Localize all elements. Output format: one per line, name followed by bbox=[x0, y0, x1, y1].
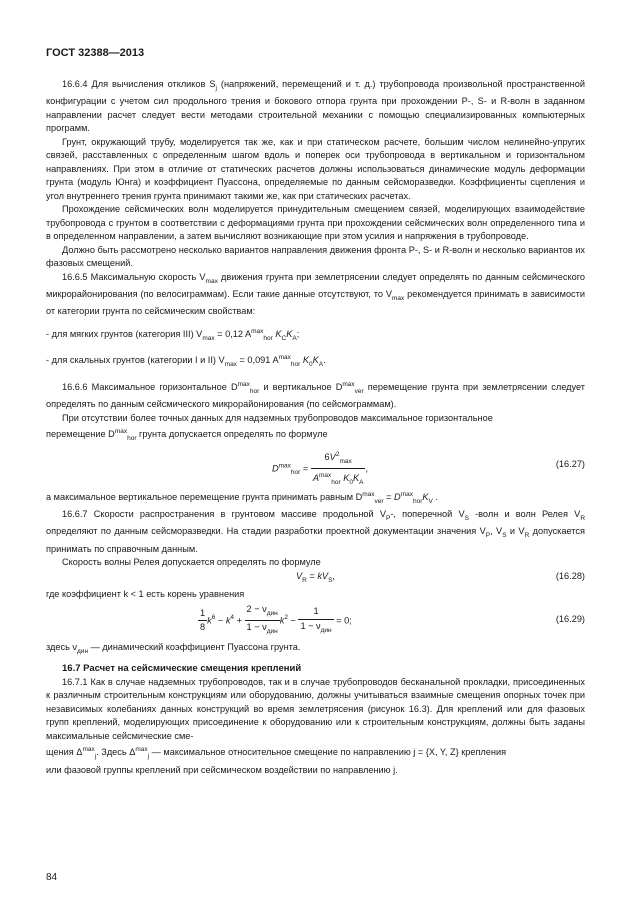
paragraph-max-displacement: щения $\Delta^{max}_j$. Здесь $\Delta^{max}_j$ — максимальное относительное смещение по направлению j = {X, Y, Z} крепления bbox=[46, 746, 507, 761]
paragraph-16-7-1: 16.7.1 Как в случае надземных трубопроводов, так и в случае трубопроводов бесканальной прокладки, присоединенных к различным строительным конструкциям или оборудованию, должны учитываться взаимные смещения опорных точек при независимых колебаниях данных конструкций во время землетрясения (рисунок 16.3). Для креплений или для фазовых групп креплений, моделирующих присоединение к оборудованию или к строительным конструкциям, должны быть заданы максимальные сейсмические сме- bbox=[46, 676, 585, 741]
formula-16-28: $V_R = kV_S$, (16.28) bbox=[296, 570, 585, 584]
paragraph-16-6-4: 16.6.4 Для вычисления откликов $S_j$ (напряжений, перемещений и т. д.) трубопровода произвольной пространственной конфигурации с учетом сил продольного трения и бокового отпора грунта при прохождении P-, S- и R-волн в заданном направлении расчет следует вести методами строительной механики с помощью специализированных компьютерных программ. bbox=[46, 79, 586, 134]
paragraph-directions: Должно быть рассмотрено несколько вариантов направления движения фронта P-, S- и R-волн и несколько вариантов их фазовых смещений. bbox=[46, 244, 585, 269]
formula-16-27: $D^{max}_{hor}$ = $\frac{6V^2_{max}}{A^{max}_{hor} K_0K_A}$ , (16.27) bbox=[46, 446, 585, 488]
paragraph-soil-model: Грунт, окружающий трубу, моделируется так же, как и при статическом расчете, большим числом нелинейно-упругих связей, расставленных с определенным шагом вдоль и поперек оси трубопровода в вертикальном и горизонтальном направлениях. При этом в отличие от статических расчетов должны использоваться динамические модуль деформации грунта (модуль Юнга) и коэффициент Пуассона, определяемые по данным сейсморазведки. Коэффициенты сцепления и угол внутреннего трения грунта принимают такими же, как при статических расчетах. bbox=[46, 136, 585, 201]
section-title: 16.7 Расчет на сейсмические смещения креплений bbox=[62, 663, 302, 675]
paragraph-rayleigh: Скорость волны Релея допускается определять по формуле bbox=[62, 557, 321, 568]
equation-number: (16.29) bbox=[555, 614, 585, 625]
paragraph-vertical-displacement: а максимальное вертикальное перемещение грунта принимать равным $D^{max}_{ver} = D^{max}_{hor}K_V$ . bbox=[46, 490, 438, 505]
equation-number: (16.27) bbox=[555, 458, 585, 469]
paragraph-k-coefficient: где коэффициент k < 1 есть корень уравнения bbox=[46, 588, 245, 599]
paragraph-16-6-6: 16.6.6 Максимальное горизонтальное $D^{max}_{hor}$ и вертикальное $D^{max}_{ver}$ перемещение грунта при землетрясении следует определять по данным сейсмического микрорайонирования (по сейсмограммам). bbox=[46, 380, 585, 410]
equation-number: (16.28) bbox=[555, 570, 585, 581]
list-item-soft-soil: - для мягких грунтов (категория III) $V_{max} = 0,12$ $A^{max}_{hor}$ $K_CK_A$; bbox=[46, 327, 300, 342]
paragraph-wave-passage: Прохождение сейсмических волн моделируется принудительным смещением связей, моделирующих взаимодействие трубопровода с грунтом в соответствии с деформациями грунта при прохождении сейсмических волн определенного типа и в определенном направлении, а затем вычисляют возникающие при этом усилия и напряжения в трубопроводе. bbox=[46, 204, 585, 242]
paragraph-displacement-formula-intro: перемещение $D^{max}_{hor}$ грунта допускается определять по формуле bbox=[46, 428, 328, 443]
formula-16-29: $\frac{1}{8}$ $k^6 - k^4$ + $\frac{2 - \nu_{дин}}{1 - \nu_{дин}}$ $k^2$ − $\frac{1}{1 - \nu_{дин}}$ = 0; (16.29) bbox=[200, 604, 585, 636]
paragraph-16-6-5: 16.6.5 Максимальную скорость $V_{max}$ движения грунта при землетрясении следует определять по данным сейсмического микрорайонирования (по велосиграммам). Если такие данные отсутствуют, то $V_{max}$ рекомендуется принимать в зависимости от категории грунта по сейсмическим свойствам: bbox=[46, 271, 585, 317]
paragraph-phase-group: или фазовой группы креплений при сейсмическом воздействии по направлению j. bbox=[46, 764, 398, 775]
paragraph-16-6-7: 16.6.7 Скорости распространения в грунтовом массиве продольной $V_P-$, поперечной $V_S$ -волн и волн Релея $V_R$ определяют по данным сейсморазведки. На стадии разработки проектной документации значения $V_P$, $V_S$ и $V_R$ допускается принимать по справочным данным. bbox=[46, 508, 586, 554]
document-body bbox=[46, 78, 585, 777]
paragraph-no-data: При отсутствии более точных данных для надземных трубопроводов максимальное горизонтальное bbox=[62, 412, 493, 423]
document-header: ГОСТ 32388—2013 bbox=[46, 47, 145, 59]
page-number: 84 bbox=[46, 872, 58, 883]
paragraph-poisson: здесь $\nu_{дин}$ — динамический коэффициент Пуассона грунта. bbox=[46, 642, 301, 655]
list-item-rock-soil: - для скальных грунтов (категории I и II) $V_{max} = 0,091$ $A^{max}_{hor}$ $K_0K_A$. bbox=[46, 354, 326, 369]
